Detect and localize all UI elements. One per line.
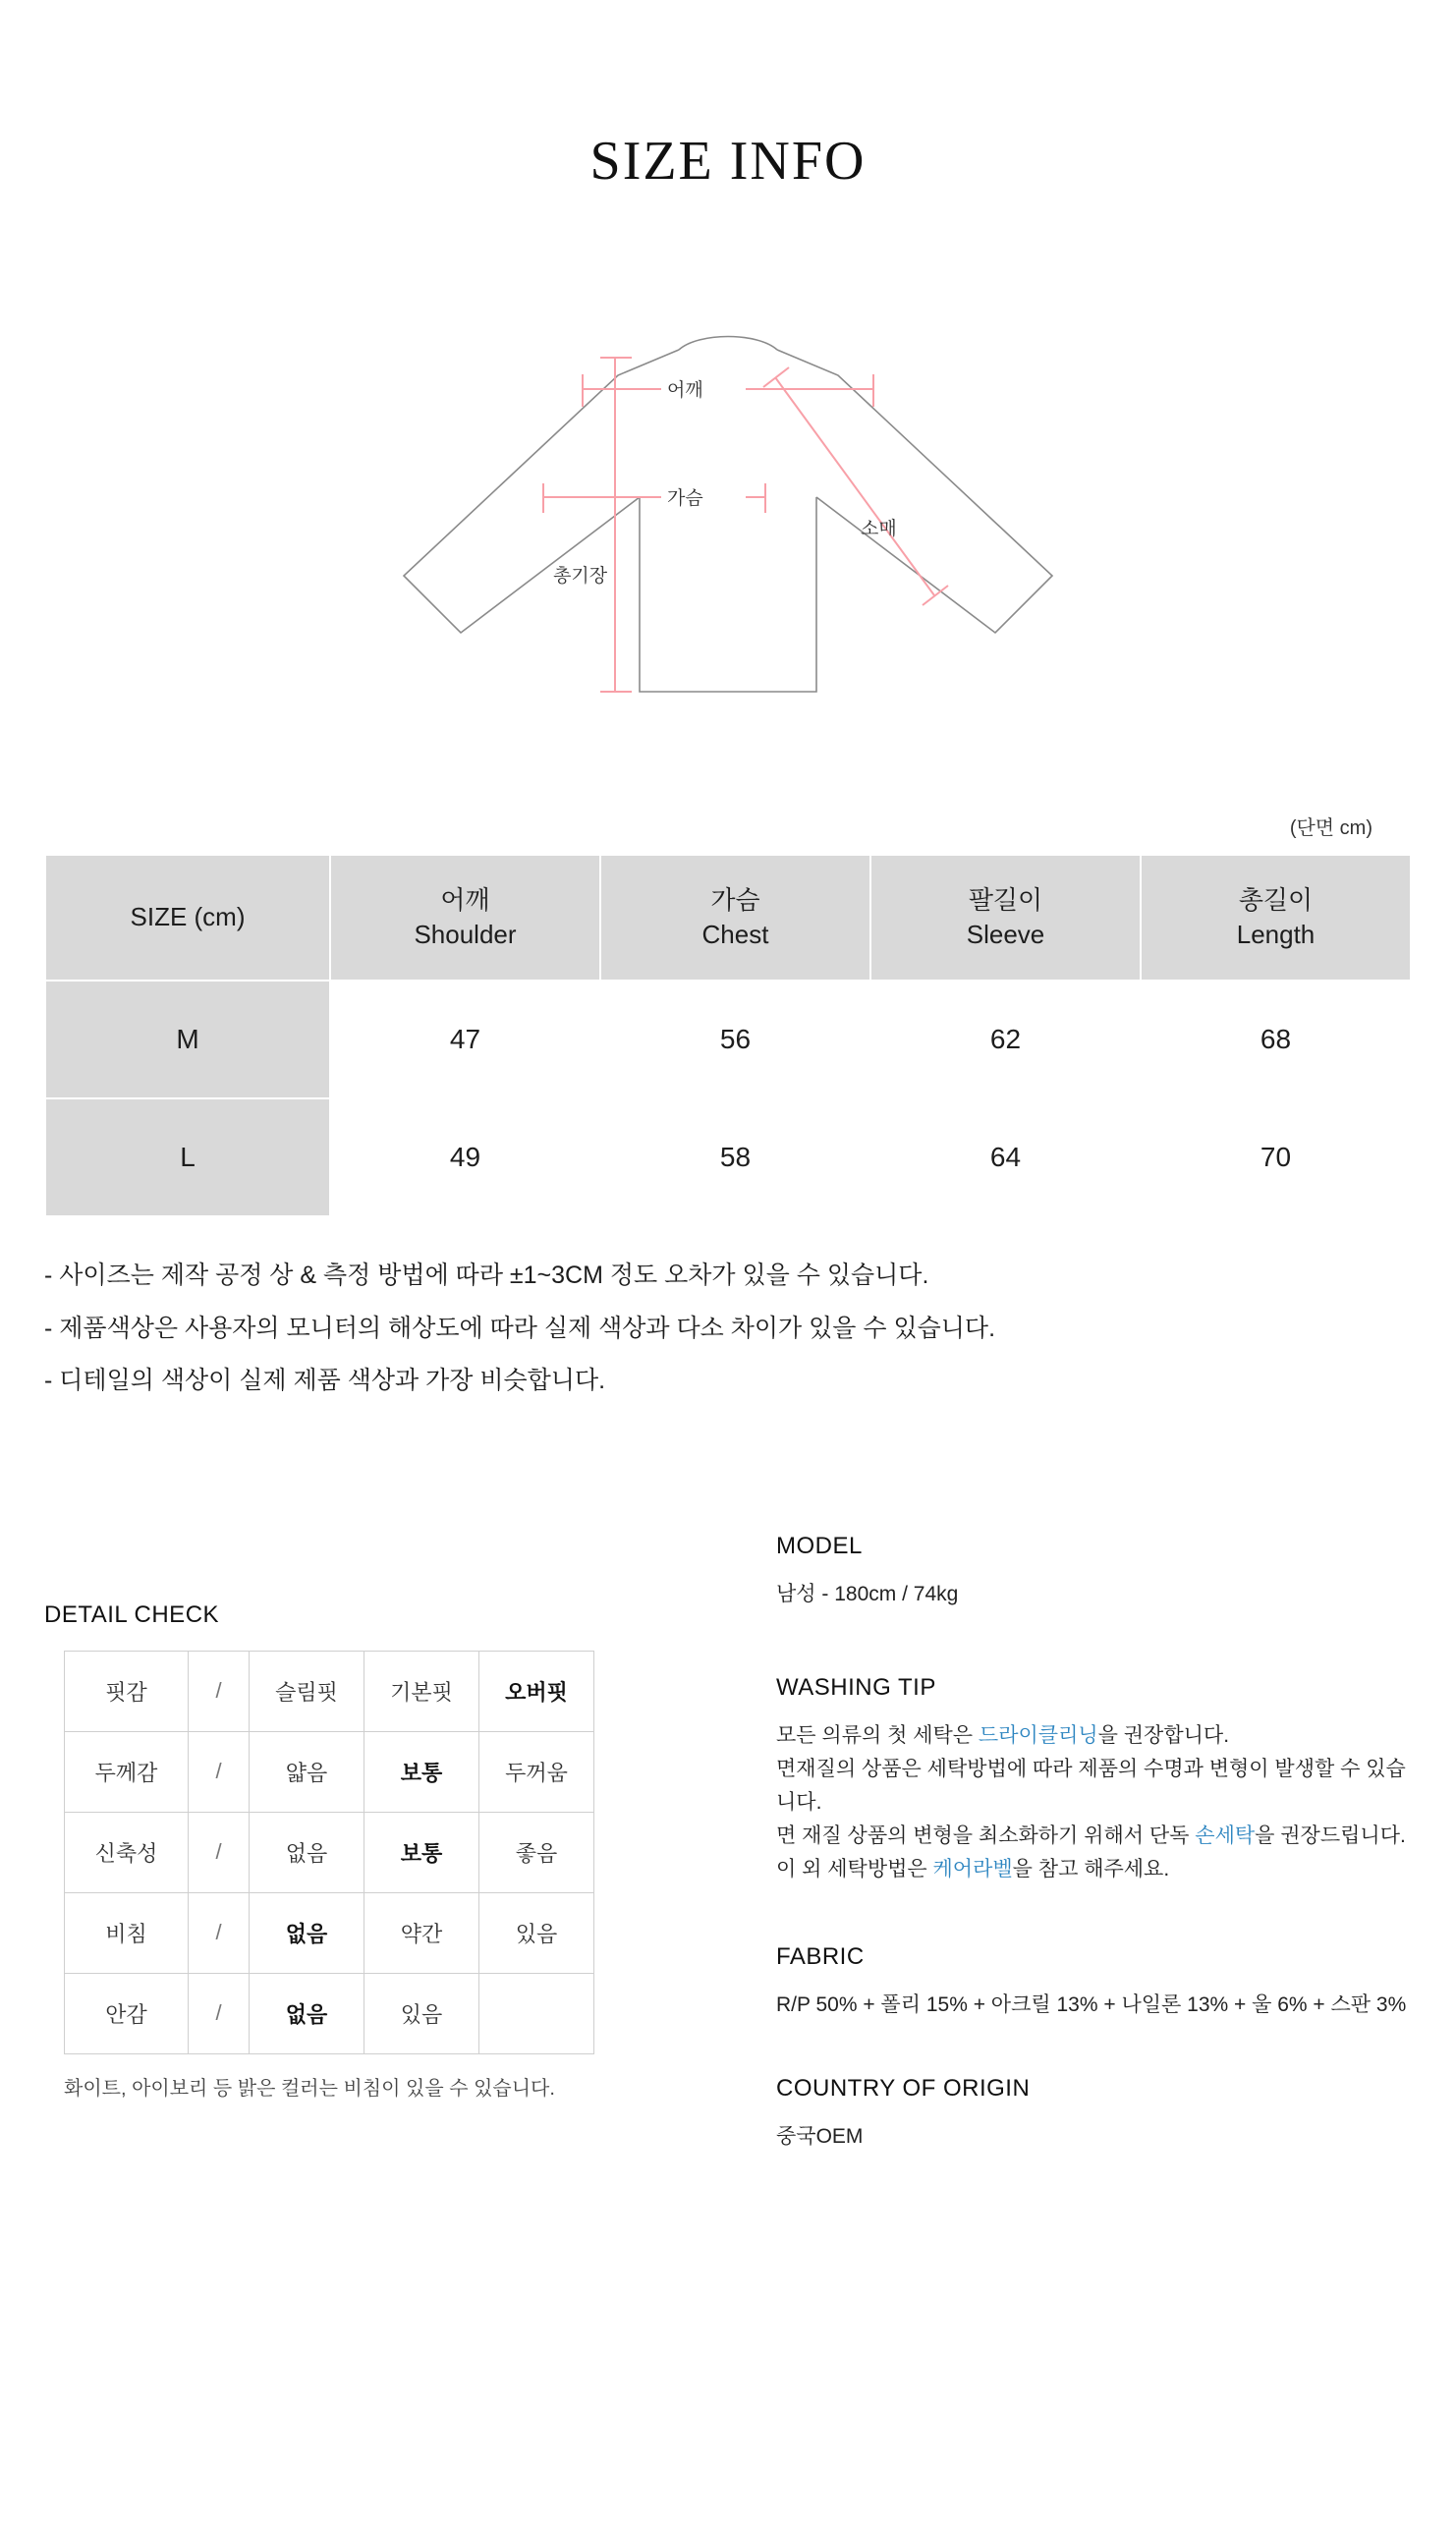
cell-length: 68 [1141, 981, 1411, 1098]
page-title: SIZE INFO [589, 131, 867, 192]
washing-line4-post: 을 참고 해주세요. [1012, 1857, 1170, 1880]
detail-row-label: 안감 [65, 1973, 189, 2053]
detail-option: 두꺼움 [479, 1731, 594, 1812]
diagram-label-length: 총기장 [553, 566, 608, 587]
header-length-en: Length [1236, 920, 1316, 949]
table-row [65, 1973, 594, 2053]
disclaimer-notes [44, 1253, 1412, 1405]
washing-line4-highlight: 케어라벨 [932, 1857, 1013, 1880]
header-shoulder-en: Shoulder [414, 920, 517, 949]
cell-chest: 58 [600, 1098, 870, 1216]
washing-tip-section [776, 1674, 1412, 1886]
table-row [65, 1731, 594, 1812]
table-header-shoulder [330, 855, 600, 981]
header-chest-en: Chest [701, 920, 769, 949]
cell-sleeve: 64 [870, 1098, 1141, 1216]
note-line: - 디테일의 색상이 실제 제품 색상과 가장 비슷합니다. [44, 1367, 606, 1394]
model-text: 남성 - 180cm / 74kg [776, 1582, 959, 1605]
detail-check-footnote: 화이트, 아이보리 등 밝은 컬러는 비침이 있을 수 있습니다. [64, 2077, 555, 2100]
detail-row-label: 두께감 [65, 1731, 189, 1812]
detail-option-selected: 보통 [364, 1812, 479, 1892]
washing-line-1 [776, 1719, 1412, 1753]
detail-check-heading: DETAIL CHECK [44, 1600, 220, 1628]
origin-section [776, 2075, 1412, 2154]
table-row [65, 1651, 594, 1731]
detail-option: 있음 [364, 1973, 479, 2053]
table-header-sleeve [870, 855, 1141, 981]
note-line: - 제품색상은 사용자의 모니터의 해상도에 따라 실제 색상과 다소 차이가 있을 수 있습니다. [44, 1314, 996, 1342]
fabric-text: R/P 50% + 폴리 15% + 아크릴 13% + 나일론 13% + 울 6% + 스판 3% [776, 1992, 1407, 2016]
model-heading: MODEL [776, 1532, 863, 1559]
table-header-chest [600, 855, 870, 981]
detail-option: 기본핏 [364, 1651, 479, 1731]
header-length-kr: 총길이 [1238, 884, 1314, 915]
table-row [65, 1812, 594, 1892]
washing-line-3 [776, 1820, 1412, 1853]
header-chest-kr: 가슴 [710, 884, 760, 915]
diagram-label-shoulder: 어깨 [667, 380, 703, 401]
washing-line4-pre: 이 외 세탁방법은 [776, 1857, 933, 1880]
cell-sleeve: 62 [870, 981, 1141, 1098]
detail-check-section [44, 1533, 776, 2101]
unit-note: (단면 cm) [1289, 817, 1372, 839]
header-sleeve-kr: 팔길이 [968, 884, 1043, 915]
cell-chest: 56 [600, 981, 870, 1098]
washing-line1-highlight: 드라이클리닝 [978, 1723, 1098, 1747]
detail-option: 있음 [479, 1892, 594, 1973]
header-shoulder-kr: 어깨 [440, 884, 490, 915]
size-info-page [0, 130, 1456, 2205]
detail-option: 슬림핏 [250, 1651, 364, 1731]
washing-heading: WASHING TIP [776, 1673, 936, 1701]
detail-option-selected: 오버핏 [479, 1651, 594, 1731]
origin-text: 중국OEM [776, 2124, 864, 2148]
header-sleeve-en: Sleeve [966, 920, 1045, 949]
model-section [776, 1533, 1412, 1611]
washing-line-2: 면재질의 상품은 세탁방법에 따라 제품의 수명과 변형이 발생할 수 있습니다. [776, 1757, 1406, 1814]
detail-option: 약간 [364, 1892, 479, 1973]
cell-shoulder: 49 [330, 1098, 600, 1216]
detail-option-selected: 없음 [250, 1892, 364, 1973]
info-column [776, 1533, 1412, 2205]
detail-row-label: 신축성 [65, 1812, 189, 1892]
washing-line1-post: 을 권장합니다. [1097, 1723, 1230, 1747]
table-header-length [1141, 855, 1411, 981]
diagram-label-sleeve: 소매 [861, 519, 897, 539]
table-row [65, 1892, 594, 1973]
detail-slash: / [189, 1973, 250, 2053]
detail-row-label: 비침 [65, 1892, 189, 1973]
washing-line3-pre: 면 재질 상품의 변형을 최소화하기 위해서 단독 [776, 1824, 1196, 1847]
cell-length: 70 [1141, 1098, 1411, 1216]
table-row [45, 981, 1411, 1098]
table-row [45, 1098, 1411, 1216]
detail-option: 좋음 [479, 1812, 594, 1892]
detail-option-selected: 보통 [364, 1731, 479, 1812]
table-header-row [45, 855, 1411, 981]
fabric-section [776, 1943, 1412, 2022]
garment-diagram [39, 252, 1417, 812]
size-table [44, 854, 1412, 1217]
detail-slash: / [189, 1892, 250, 1973]
detail-option: 얇음 [250, 1731, 364, 1812]
detail-option-selected: 없음 [250, 1973, 364, 2053]
washing-line-4 [776, 1853, 1412, 1886]
detail-row-label: 핏감 [65, 1651, 189, 1731]
detail-slash: / [189, 1812, 250, 1892]
detail-option-empty [479, 1973, 594, 2053]
table-header-size [45, 855, 330, 981]
detail-slash: / [189, 1651, 250, 1731]
washing-line3-post: 을 권장드립니다. [1255, 1824, 1406, 1847]
detail-check-table [64, 1651, 594, 2054]
header-size-kr: SIZE (cm) [130, 902, 246, 932]
detail-option: 없음 [250, 1812, 364, 1892]
washing-line3-highlight: 손세탁 [1195, 1824, 1256, 1847]
origin-heading: COUNTRY OF ORIGIN [776, 2074, 1031, 2102]
detail-slash: / [189, 1731, 250, 1812]
washing-line1-pre: 모든 의류의 첫 세탁은 [776, 1723, 979, 1747]
row-size-label: L [45, 1098, 330, 1216]
fabric-heading: FABRIC [776, 1942, 865, 1970]
row-size-label: M [45, 981, 330, 1098]
bottom-sections [44, 1533, 1412, 2205]
garment-diagram-svg [286, 252, 1170, 802]
diagram-label-chest: 가슴 [667, 488, 703, 509]
cell-shoulder: 47 [330, 981, 600, 1098]
note-line: - 사이즈는 제작 공정 상 & 측정 방법에 따라 ±1~3CM 정도 오차가 있을 수 있습니다. [44, 1262, 929, 1289]
